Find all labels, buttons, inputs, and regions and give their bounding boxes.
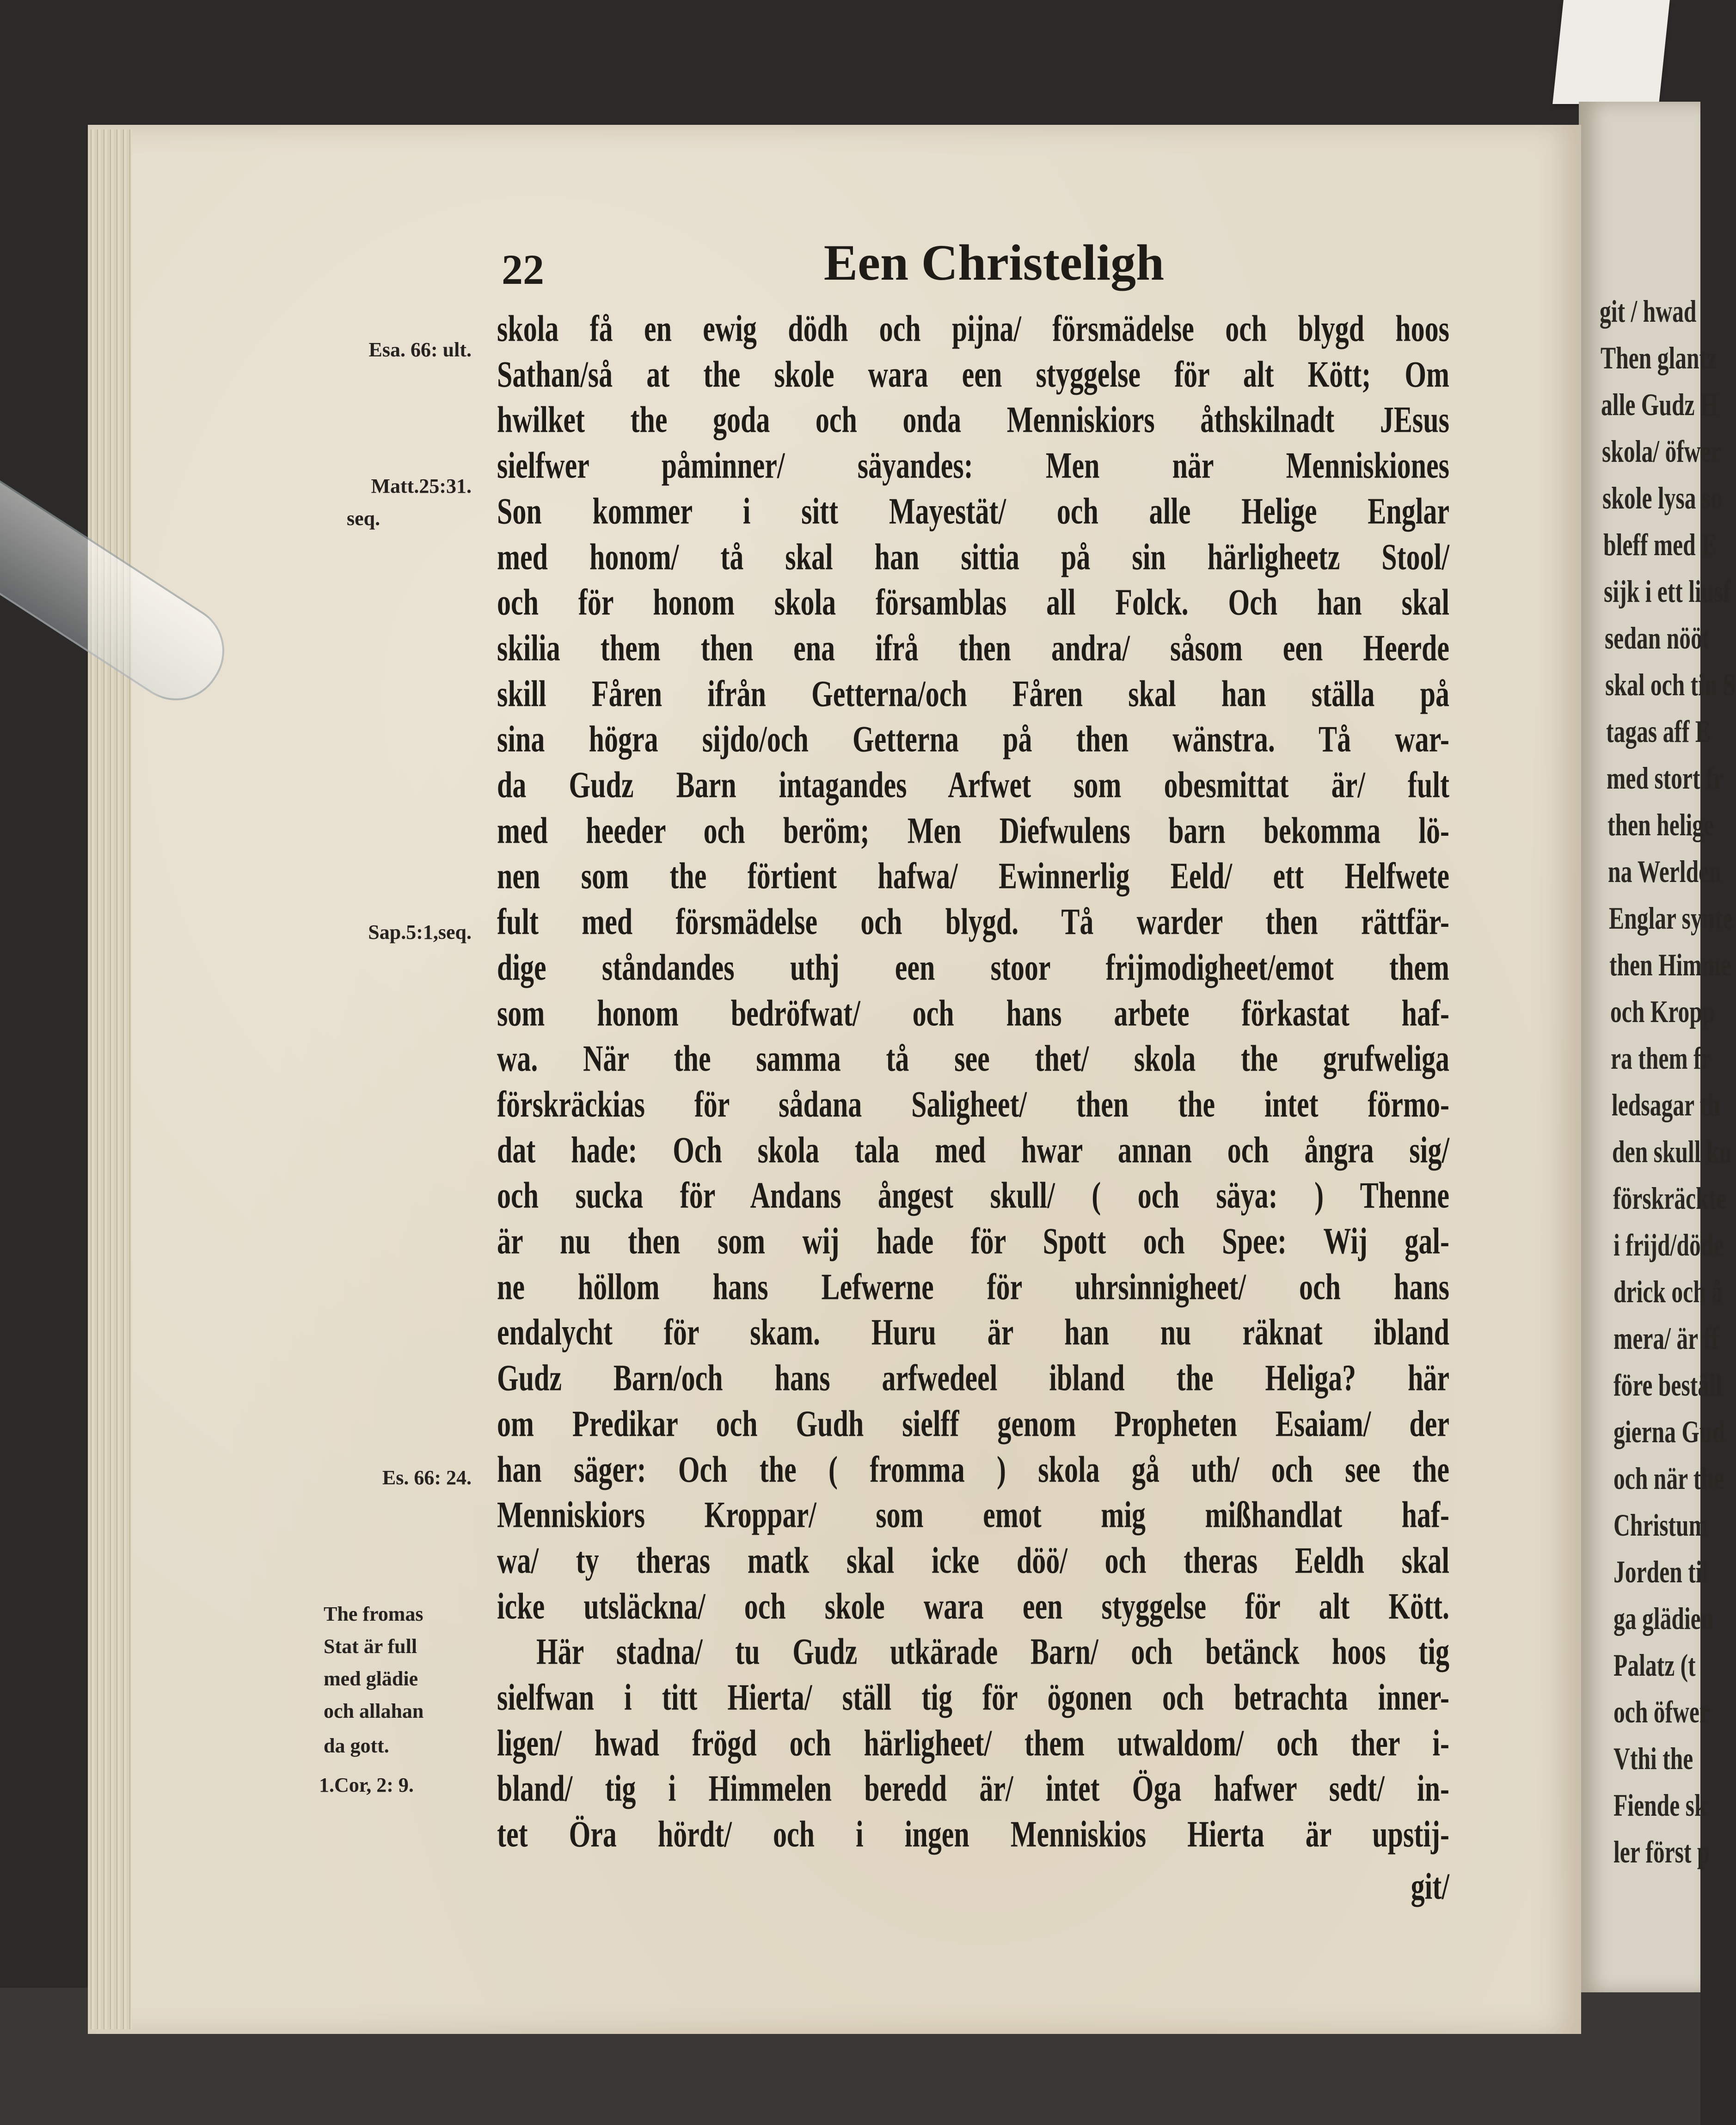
right-page-line: git / hwad	[1600, 294, 1697, 329]
page-number: 22	[502, 246, 544, 293]
text-line: och sucka för Andans ångest skull/ ( och säya: ) Thenne	[497, 1175, 1449, 1216]
right-page-line: och öfwer	[1613, 1695, 1710, 1730]
text-line: Gudz Barn/och hans arfwedeel ibland the Heliga? här	[497, 1357, 1449, 1399]
text-line: tet Öra hördt/ och i ingen Menniskios Hierta är upstij-	[497, 1813, 1449, 1855]
right-page-line: Christum	[1613, 1508, 1708, 1543]
margin-note-seq: seq.	[347, 507, 380, 530]
margin-note-fromas-3: med glädie	[324, 1667, 418, 1690]
right-page-line: Fiende sk	[1613, 1788, 1707, 1823]
catchword: git/	[1411, 1865, 1449, 1907]
right-page-line: Palatz (t	[1613, 1648, 1696, 1683]
text-line: hwilket the goda och onda Menniskiors åthskilnadt JEsus	[497, 399, 1449, 441]
right-page-line: ledsagar th	[1611, 1088, 1720, 1123]
right-page-line: bleff med E	[1603, 527, 1717, 563]
text-line: Son kommer i sitt Mayestät/ och alle Helige Englar	[497, 490, 1449, 532]
text-line: om Predikar och Gudh sielff genom Propheten Esaiam/ der	[497, 1402, 1449, 1444]
right-page-line: före beställ	[1613, 1368, 1722, 1403]
margin-note-sap-5: Sap.5:1,seq.	[368, 921, 472, 943]
text-line: dat hade: Och skola tala med hwar annan och ångra sig/	[497, 1129, 1449, 1170]
right-page-line: förskräckte	[1613, 1181, 1726, 1216]
right-page-line: then Himme	[1609, 948, 1731, 983]
text-line: förskräckias för sådana Saligheet/ then the intet förmo-	[497, 1083, 1449, 1125]
margin-note-fromas-5: da gott.	[324, 1734, 389, 1757]
right-page-line: den skull ku	[1612, 1134, 1732, 1170]
text-line: sielfwan i titt Hierta/ ställ tig för ögonen och betrachta inner-	[497, 1676, 1449, 1718]
text-line: bland/ tig i Himmelen beredd är/ intet Öga hafwer sedt/ in-	[497, 1768, 1449, 1809]
margin-note-fromas-1: The fromas	[324, 1603, 423, 1625]
right-page-line: ler först p	[1613, 1835, 1710, 1870]
margin-note-fromas-4: och allahan	[324, 1700, 424, 1722]
right-page-line: och när the	[1613, 1461, 1724, 1496]
text-line: Här stadna/ tu Gudz utkärade Barn/ och betänck hoos tig	[536, 1631, 1449, 1672]
margin-note-fromas-2: Stat är full	[324, 1635, 417, 1658]
right-page-line: alle Gudz H	[1601, 387, 1718, 423]
text-line: är nu then som wij hade för Spott och Spee: Wij gal-	[497, 1220, 1449, 1262]
text-line: dige ståndandes uthj een stoor frijmodigheet/emot them	[497, 946, 1449, 988]
text-line: med honom/ tå skal han sittia på sin härligheetz Stool/	[497, 536, 1449, 577]
text-line: sielfwer påminner/ säyandes: Men när Menniskiones	[497, 445, 1449, 486]
right-page-line: Vthi the	[1613, 1741, 1693, 1776]
right-page-line: ra them fr	[1611, 1041, 1711, 1076]
page-edges	[88, 129, 132, 2029]
text-line: nen som the förtient hafwa/ Ewinnerlig Eeld/ ett Helfwete	[497, 855, 1449, 897]
text-line: fult med försmädelse och blygd. Tå warder then rättfär-	[497, 901, 1449, 943]
right-page-line: i frijd/döde	[1613, 1228, 1724, 1263]
text-line: endalycht för skam. Huru är han nu räknat ibland	[497, 1311, 1449, 1353]
text-line: ne höllom hans Lefwerne för uhrsinnigheet/ och hans	[497, 1266, 1449, 1307]
text-line: Menniskiors Kroppar/ som emot mig mißhandlat haf-	[497, 1494, 1449, 1536]
right-page-line: Jorden til	[1613, 1555, 1709, 1590]
text-line: wa. När the samma tå see thet/ skola the grufweliga	[497, 1038, 1449, 1079]
text-line: med heeder och beröm; Men Diefwulens barn bekomma lö-	[497, 809, 1449, 851]
text-line: da Gudz Barn intagandes Arfwet som obesmittat är/ fult	[497, 764, 1449, 806]
text-line: han säger: Och the ( fromma ) skola gå uth/ och see the	[497, 1448, 1449, 1490]
right-page-line: och Kropp	[1610, 994, 1715, 1029]
right-page-line: ga glädien	[1613, 1601, 1714, 1636]
right-page-line: mera/ är ff	[1613, 1321, 1719, 1356]
right-page-line: sijk i ett liusf	[1604, 574, 1731, 609]
text-line: sina högra sijdo/och Getterna på then wänstra. Tå war-	[497, 718, 1449, 760]
right-page-line: Englar synte	[1608, 901, 1733, 936]
right-page-line: skal och tin S	[1605, 668, 1736, 703]
text-line: icke utsläckna/ och skole wara een styggelse för alt Kött.	[497, 1585, 1449, 1627]
text-line: och för honom skola församblas all Folck. Och han skal	[497, 582, 1449, 623]
margin-note-cor: 1.Cor, 2: 9.	[319, 1774, 414, 1796]
margin-note-es-66-24: Es. 66: 24.	[382, 1466, 472, 1489]
right-page-line: skole lysa so	[1602, 481, 1723, 516]
right-page-line: skola/ öfwer	[1601, 434, 1721, 469]
running-title: Een Christeligh	[823, 234, 1165, 291]
text-line: skill Fåren ifrån Getterna/och Fåren skal han ställa på	[497, 673, 1449, 714]
margin-note-matt-25: Matt.25:31.	[371, 475, 472, 497]
right-page	[1579, 102, 1736, 1992]
right-page-line: drick och å	[1613, 1274, 1723, 1310]
right-page-line: na Werlden	[1608, 854, 1722, 889]
right-page-line: gierna Gud	[1613, 1415, 1725, 1450]
right-page-line: sedan nööt	[1604, 621, 1710, 656]
paper-bookmark-slip	[1552, 0, 1670, 104]
right-page-line: then helige	[1607, 808, 1714, 843]
text-line: skilia them then ena ifrå then andra/ såsom een Heerde	[497, 627, 1449, 668]
right-page-line: med stort fr	[1607, 761, 1724, 796]
margin-note-esa-66: Esa. 66: ult.	[368, 338, 472, 361]
right-page-line: tagas aff E	[1606, 714, 1711, 749]
text-line: skola få en ewig dödh och pijna/ försmädelse och blygd hoos	[497, 307, 1449, 349]
text-line: wa/ ty theras matk skal icke döö/ och theras Eeldh skal	[497, 1539, 1449, 1581]
text-line: Sathan/så at the skole wara een styggelse för alt Kött; Om	[497, 353, 1449, 395]
right-page-line: Then glantz	[1600, 341, 1717, 376]
text-line: som honom bedröfwat/ och hans arbete förkastat haf-	[497, 992, 1449, 1034]
text-line: ligen/ hwad frögd och härligheet/ them utwaldom/ och ther i-	[497, 1722, 1449, 1764]
